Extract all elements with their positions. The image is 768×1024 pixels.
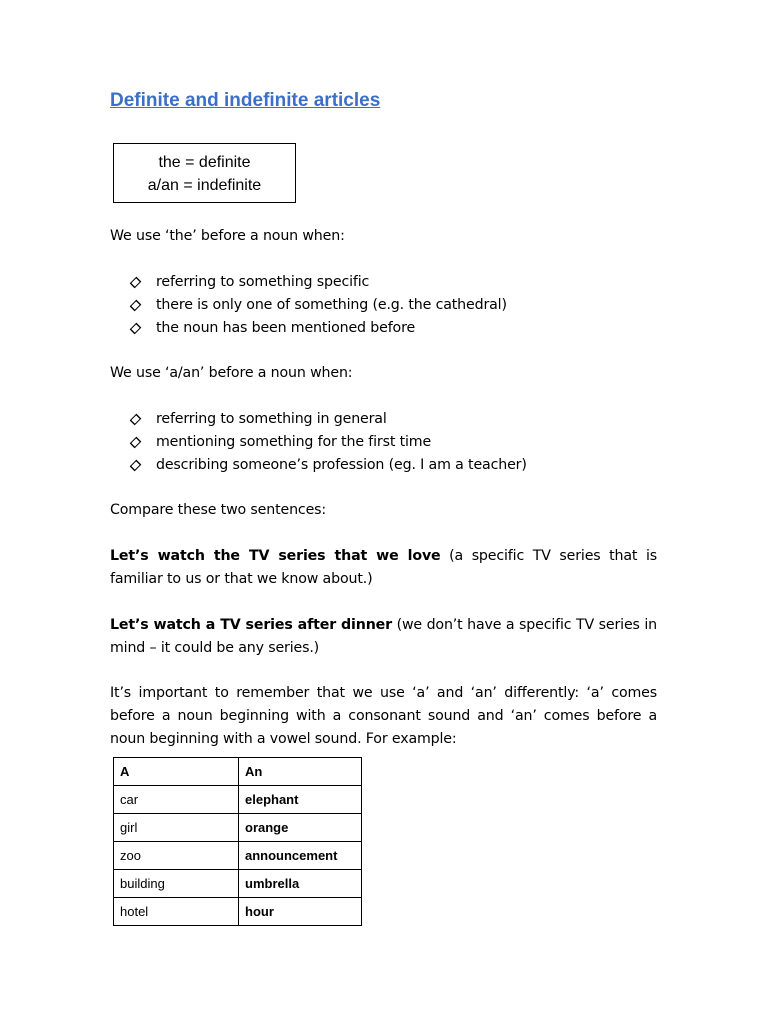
list-item [130, 271, 507, 294]
list-item [130, 431, 527, 454]
table-cell: girl [114, 814, 239, 842]
list-item [130, 454, 527, 477]
diamond-bullet-icon [130, 437, 142, 449]
example-sentence-explanation: (we don’t have a specific TV series in mind – it could be any series.) [110, 617, 657, 656]
column-header-a: A [114, 758, 239, 786]
definition-line-definite: the = definite [158, 154, 251, 171]
diamond-bullet-icon [130, 323, 142, 335]
example-sentence-bold: Let’s watch a TV series after dinner [110, 617, 392, 633]
page-title: Definite and indefinite articles [110, 90, 381, 111]
table-cell: orange [239, 814, 362, 842]
table-cell: building [114, 870, 239, 898]
a-an-intro: We use ‘a/an’ before a noun when: [110, 365, 353, 381]
example-sentence-explanation: (a specific TV series that is familiar to us or that we know about.) [110, 548, 657, 587]
definition-line-indefinite: a/an = indefinite [147, 177, 262, 194]
list-item-text: describing someone’s profession (eg. I am a teacher) [156, 457, 527, 473]
example-sentence-bold: Let’s watch the TV series that we love [110, 548, 441, 564]
table-row [114, 870, 362, 898]
definition-box [113, 143, 296, 203]
table-cell: elephant [239, 786, 362, 814]
example-sentence-definite [110, 545, 657, 591]
table-header-row [114, 758, 362, 786]
table-cell: announcement [239, 842, 362, 870]
compare-intro: Compare these two sentences: [110, 502, 327, 518]
table-cell: hour [239, 898, 362, 926]
a-an-explanation: It’s important to remember that we use ‘a’ and ‘an’ differently: ‘a’ comes before a noun beginning with a consonant sound and ‘an’ comes before a noun beginning with a vowel sound. For example: [110, 685, 657, 747]
list-item-text: mentioning something for the first time [156, 434, 432, 450]
list-item-text: the noun has been mentioned before [156, 320, 416, 336]
diamond-bullet-icon [130, 414, 142, 426]
table-cell: zoo [114, 842, 239, 870]
diamond-bullet-icon [130, 300, 142, 312]
list-item [130, 294, 507, 317]
list-item-text: there is only one of something (e.g. the cathedral) [156, 297, 507, 313]
example-sentence-indefinite [110, 614, 657, 660]
the-intro: We use ‘the’ before a noun when: [110, 228, 345, 244]
table-row [114, 786, 362, 814]
table-cell: hotel [114, 898, 239, 926]
diamond-bullet-icon [130, 277, 142, 289]
table-row [114, 898, 362, 926]
list-item-text: referring to something in general [156, 411, 387, 427]
a-an-word-table [113, 757, 362, 926]
list-item-text: referring to something specific [156, 274, 370, 290]
table-cell: car [114, 786, 239, 814]
diamond-bullet-icon [130, 460, 142, 472]
table-row [114, 842, 362, 870]
list-item [130, 408, 527, 431]
column-header-an: An [239, 758, 362, 786]
a-an-usage-list [130, 408, 527, 477]
the-usage-list [130, 271, 507, 340]
table-cell: umbrella [239, 870, 362, 898]
list-item [130, 317, 507, 340]
table-row [114, 814, 362, 842]
